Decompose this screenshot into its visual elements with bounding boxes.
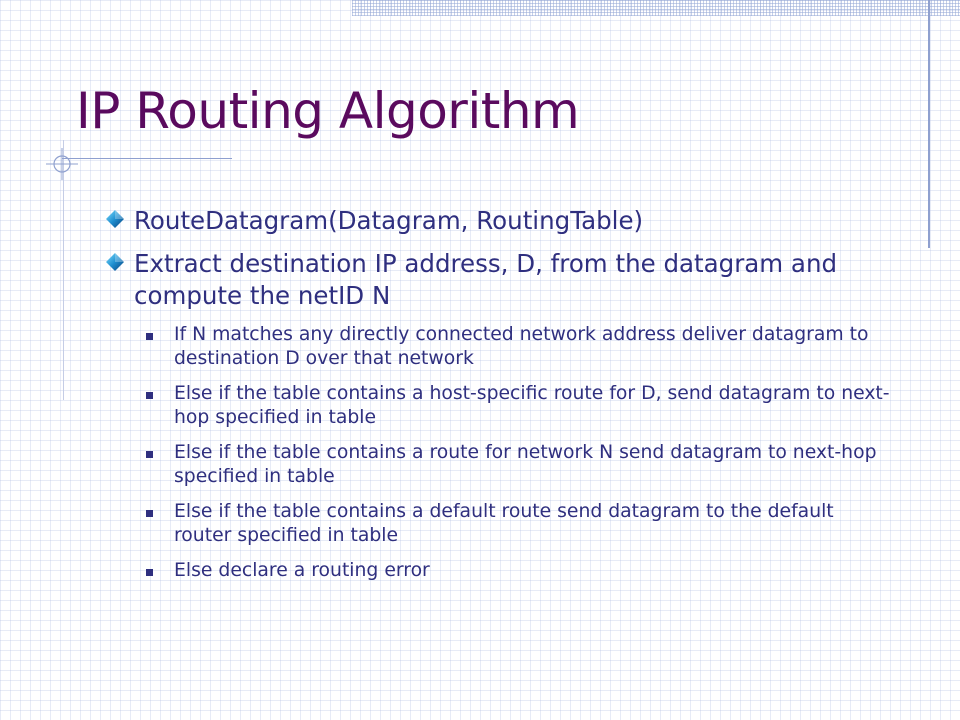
bullet-item (106, 248, 896, 312)
bullet-text: RouteDatagram(Datagram, RoutingTable) (134, 206, 644, 235)
sub-bullet-item (106, 441, 896, 489)
square-bullet-icon (146, 451, 153, 458)
square-bullet-icon (146, 333, 153, 340)
slide-content (106, 205, 896, 594)
sub-bullet-text: If N matches any directly connected network address deliver datagram to destination D over that network (174, 324, 869, 369)
sub-bullet-text: Else if the table contains a default route send datagram to the default router specified in table (174, 501, 834, 546)
sub-bullet-item (106, 559, 896, 583)
diamond-bullet-icon (106, 210, 124, 228)
right-accent-line (928, 0, 930, 248)
sub-bullet-item (106, 500, 896, 548)
title-rule (62, 158, 232, 159)
corner-pattern (352, 0, 960, 16)
diamond-bullet-icon (106, 253, 124, 271)
square-bullet-icon (146, 510, 153, 517)
bullet-text: Extract destination IP address, D, from the datagram and compute the netID N (134, 249, 838, 310)
sub-bullet-text: Else if the table contains a host-specific route for D, send datagram to next-hop specified in table (174, 383, 890, 428)
slide-title: IP Routing Algorithm (76, 82, 580, 140)
sub-bullet-item (106, 382, 896, 430)
square-bullet-icon (146, 392, 153, 399)
square-bullet-icon (146, 569, 153, 576)
crosshair-icon (46, 148, 78, 180)
sub-bullet-item (106, 323, 896, 371)
bullet-item (106, 205, 896, 237)
sub-bullet-text: Else if the table contains a route for network N send datagram to next-hop specified in table (174, 442, 877, 487)
sub-bullet-list (106, 323, 896, 583)
sub-bullet-text: Else declare a routing error (174, 560, 430, 581)
